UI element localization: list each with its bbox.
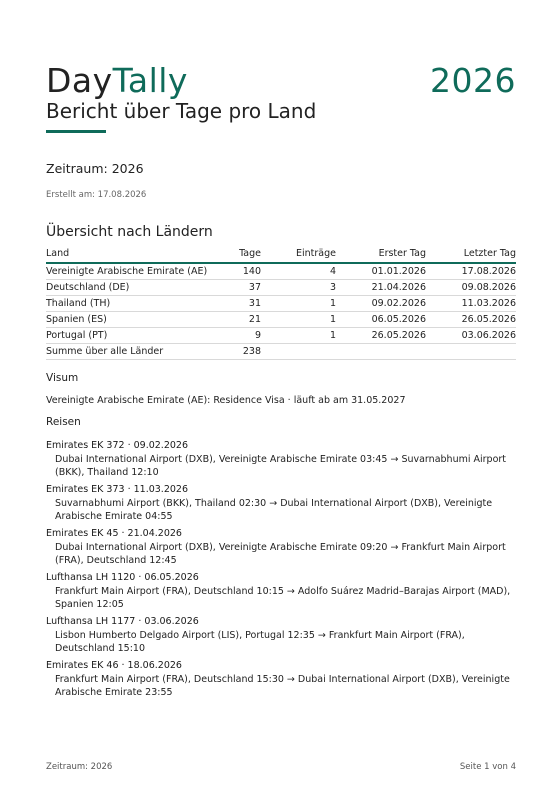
trips-section-title: Reisen: [46, 416, 81, 428]
trip-route: Frankfurt Main Airport (FRA), Deutschland 15:30 → Dubai International Airport (DXB), Vereinigte Arabische Emirate 23:55: [55, 674, 510, 698]
country-cell: Portugal (PT): [46, 328, 216, 344]
trips-list: [46, 439, 516, 703]
list-item: [46, 439, 516, 479]
brand-logo: [46, 62, 188, 100]
days-cell: 37: [216, 280, 261, 296]
list-item: [46, 615, 516, 655]
table-row: [46, 263, 516, 280]
entries-cell: 4: [261, 263, 336, 280]
table-header-row: [46, 244, 516, 263]
report-header: [46, 62, 516, 132]
report-subtitle: Bericht über Tage pro Land: [46, 99, 317, 123]
visa-entry: Vereinigte Arabische Emirate (AE): Residence Visa · läuft ab am 31.05.2027: [46, 395, 406, 406]
brand-part-tally: Tally: [112, 61, 188, 100]
accent-divider: [46, 130, 106, 133]
country-cell: Spanien (ES): [46, 312, 216, 328]
column-header-country: Land: [46, 244, 216, 263]
last-day-cell: 17.08.2026: [426, 263, 516, 280]
days-cell: 9: [216, 328, 261, 344]
trip-flight: Lufthansa LH 1177 · 03.06.2026: [46, 616, 199, 627]
column-header-days: Tage: [216, 244, 261, 263]
table-row: [46, 296, 516, 312]
page-number: Seite 1 von 4: [459, 762, 516, 772]
trip-route: Frankfurt Main Airport (FRA), Deutschland 10:15 → Adolfo Suárez Madrid–Barajas Airport (MAD), Spanien 12:05: [55, 586, 511, 610]
column-header-last-day: Letzter Tag: [426, 244, 516, 263]
sum-label: Summe über alle Länder: [46, 344, 216, 360]
table-row: [46, 312, 516, 328]
trip-flight: Emirates EK 45 · 21.04.2026: [46, 528, 182, 539]
entries-cell: 3: [261, 280, 336, 296]
trip-route: Lisbon Humberto Delgado Airport (LIS), Portugal 12:35 → Frankfurt Main Airport (FRA), Deutschland 15:10: [55, 630, 465, 654]
sum-days: 238: [216, 344, 261, 360]
country-cell: Vereinigte Arabische Emirate (AE): [46, 263, 216, 280]
days-cell: 140: [216, 263, 261, 280]
entries-cell: 1: [261, 328, 336, 344]
last-day-cell: 09.08.2026: [426, 280, 516, 296]
first-day-cell: 21.04.2026: [336, 280, 426, 296]
list-item: [46, 527, 516, 567]
first-day-cell: 06.05.2026: [336, 312, 426, 328]
report-page: [46, 0, 516, 792]
country-cell: Deutschland (DE): [46, 280, 216, 296]
table-row: [46, 280, 516, 296]
days-cell: 21: [216, 312, 261, 328]
first-day-cell: 01.01.2026: [336, 263, 426, 280]
trip-route: Suvarnabhumi Airport (BKK), Thailand 02:30 → Dubai International Airport (DXB), Vereinigte Arabische Emirate 04:55: [55, 498, 493, 522]
footer-period: Zeitraum: 2026: [46, 762, 113, 772]
last-day-cell: 26.05.2026: [426, 312, 516, 328]
visa-section-title: Visum: [46, 372, 79, 384]
trip-route: Dubai International Airport (DXB), Vereinigte Arabische Emirate 09:20 → Frankfurt Main Airport (FRA), Deutschland 12:45: [55, 542, 506, 566]
overview-title: Übersicht nach Ländern: [46, 224, 213, 240]
list-item: [46, 483, 516, 523]
list-item: [46, 571, 516, 611]
created-date: Erstellt am: 17.08.2026: [46, 190, 147, 200]
country-cell: Thailand (TH): [46, 296, 216, 312]
trip-route: Dubai International Airport (DXB), Vereinigte Arabische Emirate 03:45 → Suvarnabhumi Airport (BKK), Thailand 12:10: [55, 454, 507, 478]
entries-cell: 1: [261, 312, 336, 328]
report-year: 2026: [430, 61, 516, 100]
table-row: [46, 328, 516, 344]
last-day-cell: 11.03.2026: [426, 296, 516, 312]
table-sum-row: [46, 344, 516, 360]
first-day-cell: 26.05.2026: [336, 328, 426, 344]
trip-flight: Emirates EK 372 · 09.02.2026: [46, 440, 188, 451]
last-day-cell: 03.06.2026: [426, 328, 516, 344]
entries-cell: 1: [261, 296, 336, 312]
trip-flight: Lufthansa LH 1120 · 06.05.2026: [46, 572, 199, 583]
days-cell: 31: [216, 296, 261, 312]
column-header-entries: Einträge: [261, 244, 336, 263]
trip-flight: Emirates EK 373 · 11.03.2026: [46, 484, 188, 495]
first-day-cell: 09.02.2026: [336, 296, 426, 312]
trip-flight: Emirates EK 46 · 18.06.2026: [46, 660, 182, 671]
brand-part-day: Day: [46, 61, 113, 100]
period-label: Zeitraum: 2026: [46, 161, 144, 176]
column-header-first-day: Erster Tag: [336, 244, 426, 263]
list-item: [46, 659, 516, 699]
country-overview-table: [46, 244, 516, 360]
